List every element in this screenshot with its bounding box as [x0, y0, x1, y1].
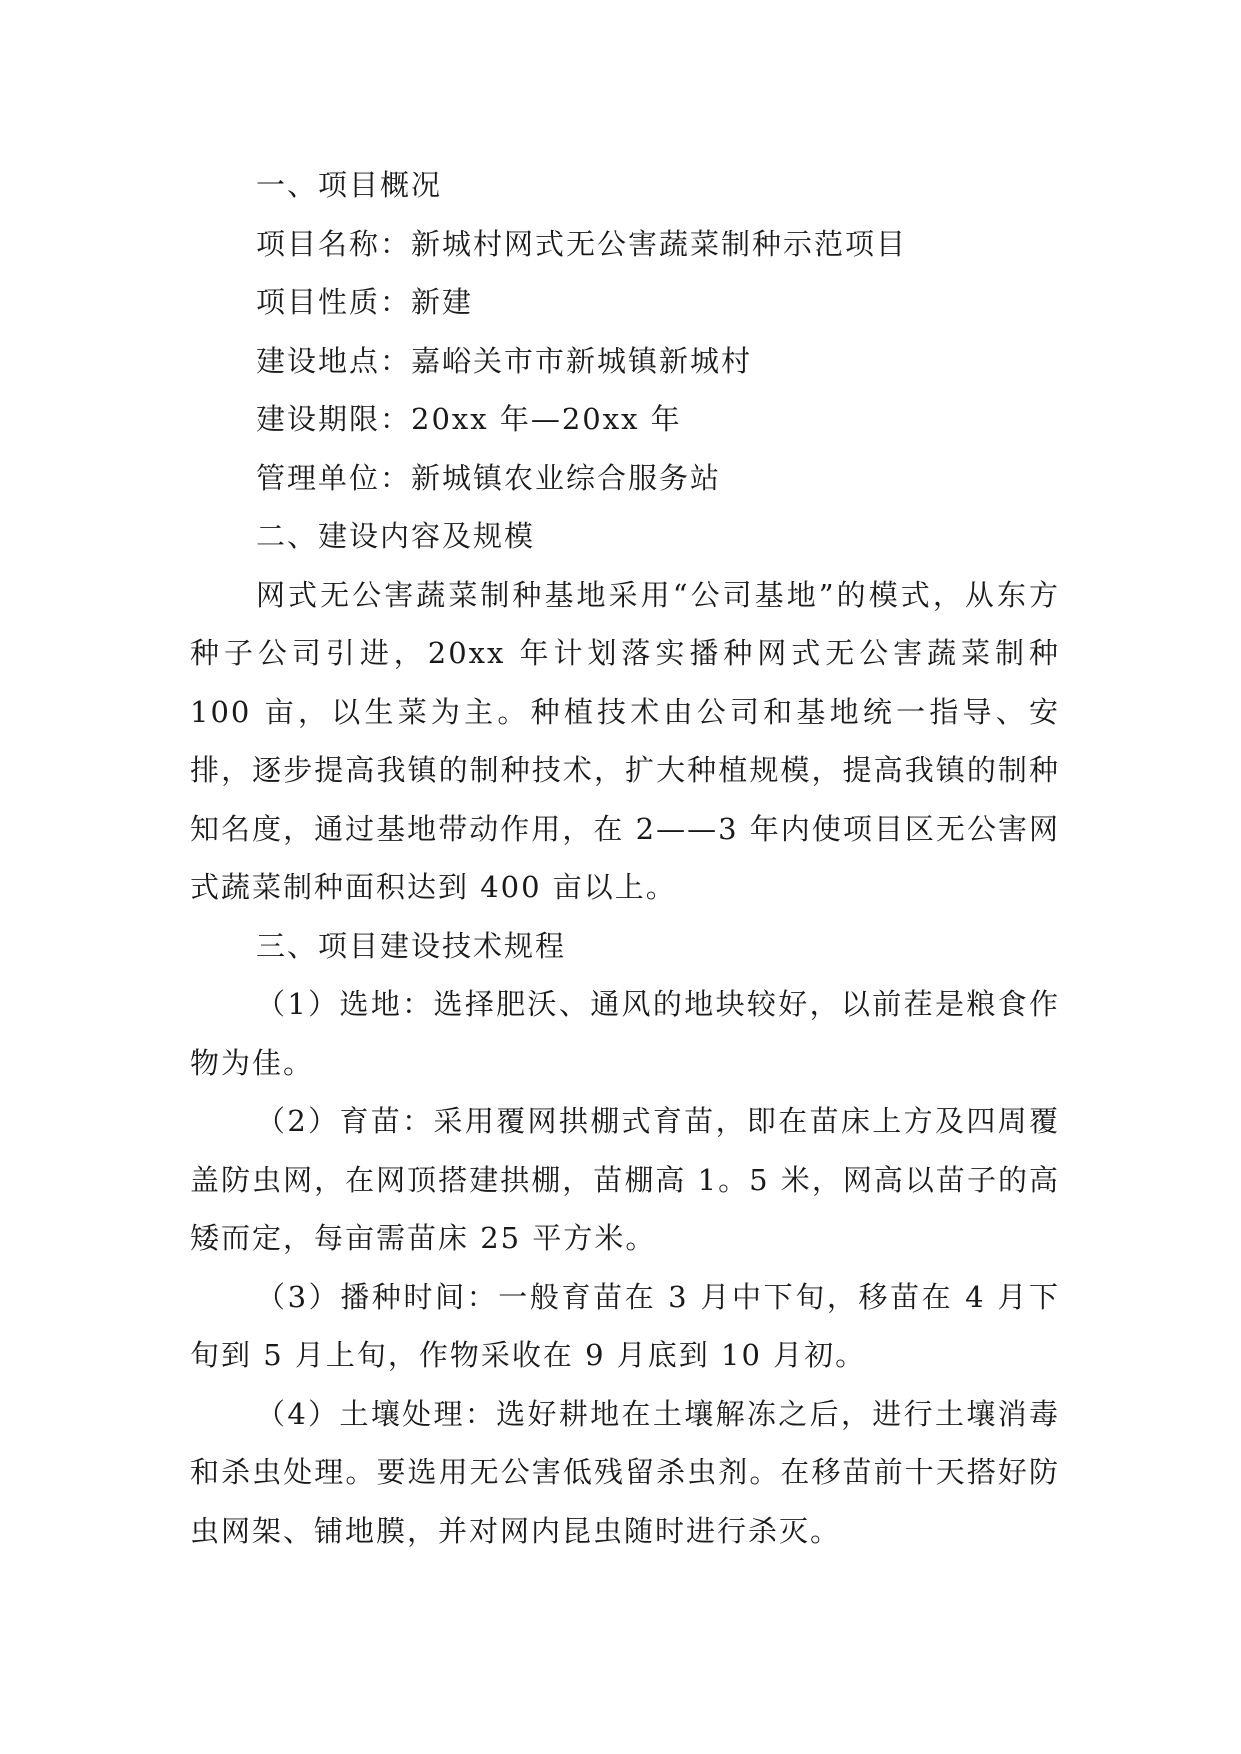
rule-soil-treatment: （4）土壤处理：选好耕地在土壤解冻之后，进行土壤消毒和杀虫处理。要选用无公害低残留杀虫剂。在移苗前十天搭好防虫网架、铺地膜，并对网内昆虫随时进行杀灭。: [190, 1396, 1060, 1548]
scope-paragraph: 网式无公害蔬菜制种基地采用“公司基地”的模式，从东方种子公司引进，20xx 年计划落实播种网式无公害蔬菜制种 100 亩，以生菜为主。种植技术由公司和基地统一指导、安排，逐步提高我镇的制种技术，扩大种植规模，提高我镇的制种知名度，通过基地带动作用，在 2——3 年内使项目区无公害网式蔬菜制种面积达到 400 亩以上。: [190, 577, 1060, 904]
project-name-line: 项目名称：新城村网式无公害蔬菜制种示范项目: [256, 226, 908, 261]
project-nature-line: 项目性质：新建: [256, 285, 474, 319]
document-body: [190, 156, 1060, 1560]
section-heading-technical-rules: 三、项目建设技术规程: [256, 928, 567, 963]
section-heading-scope: 二、建设内容及规模: [256, 519, 536, 553]
rule-seedling: （2）育苗：采用覆网拱棚式育苗，即在苗床上方及四周覆盖防虫网，在网顶搭建拱棚，苗棚高 1。5 米，网高以苗子的高矮而定，每亩需苗床 25 平方米。: [190, 1104, 1060, 1255]
rule-site-selection: （1）选地：选择肥沃、通风的地块较好，以前茬是粮食作物为佳。: [190, 987, 1060, 1080]
rule-sowing-time: （3）播种时间：一般育苗在 3 月中下旬，移苗在 4 月下旬到 5 月上旬，作物采收在 9 月底到 10 月初。: [190, 1279, 1060, 1372]
management-unit-line: 管理单位：新城镇农业综合服务站: [256, 460, 722, 495]
project-location-line: 建设地点：嘉峪关市市新城镇新城村: [256, 343, 753, 378]
section-heading-overview: 一、项目概况: [256, 168, 443, 202]
project-period-line: 建设期限：20xx 年—20xx 年: [256, 402, 682, 436]
